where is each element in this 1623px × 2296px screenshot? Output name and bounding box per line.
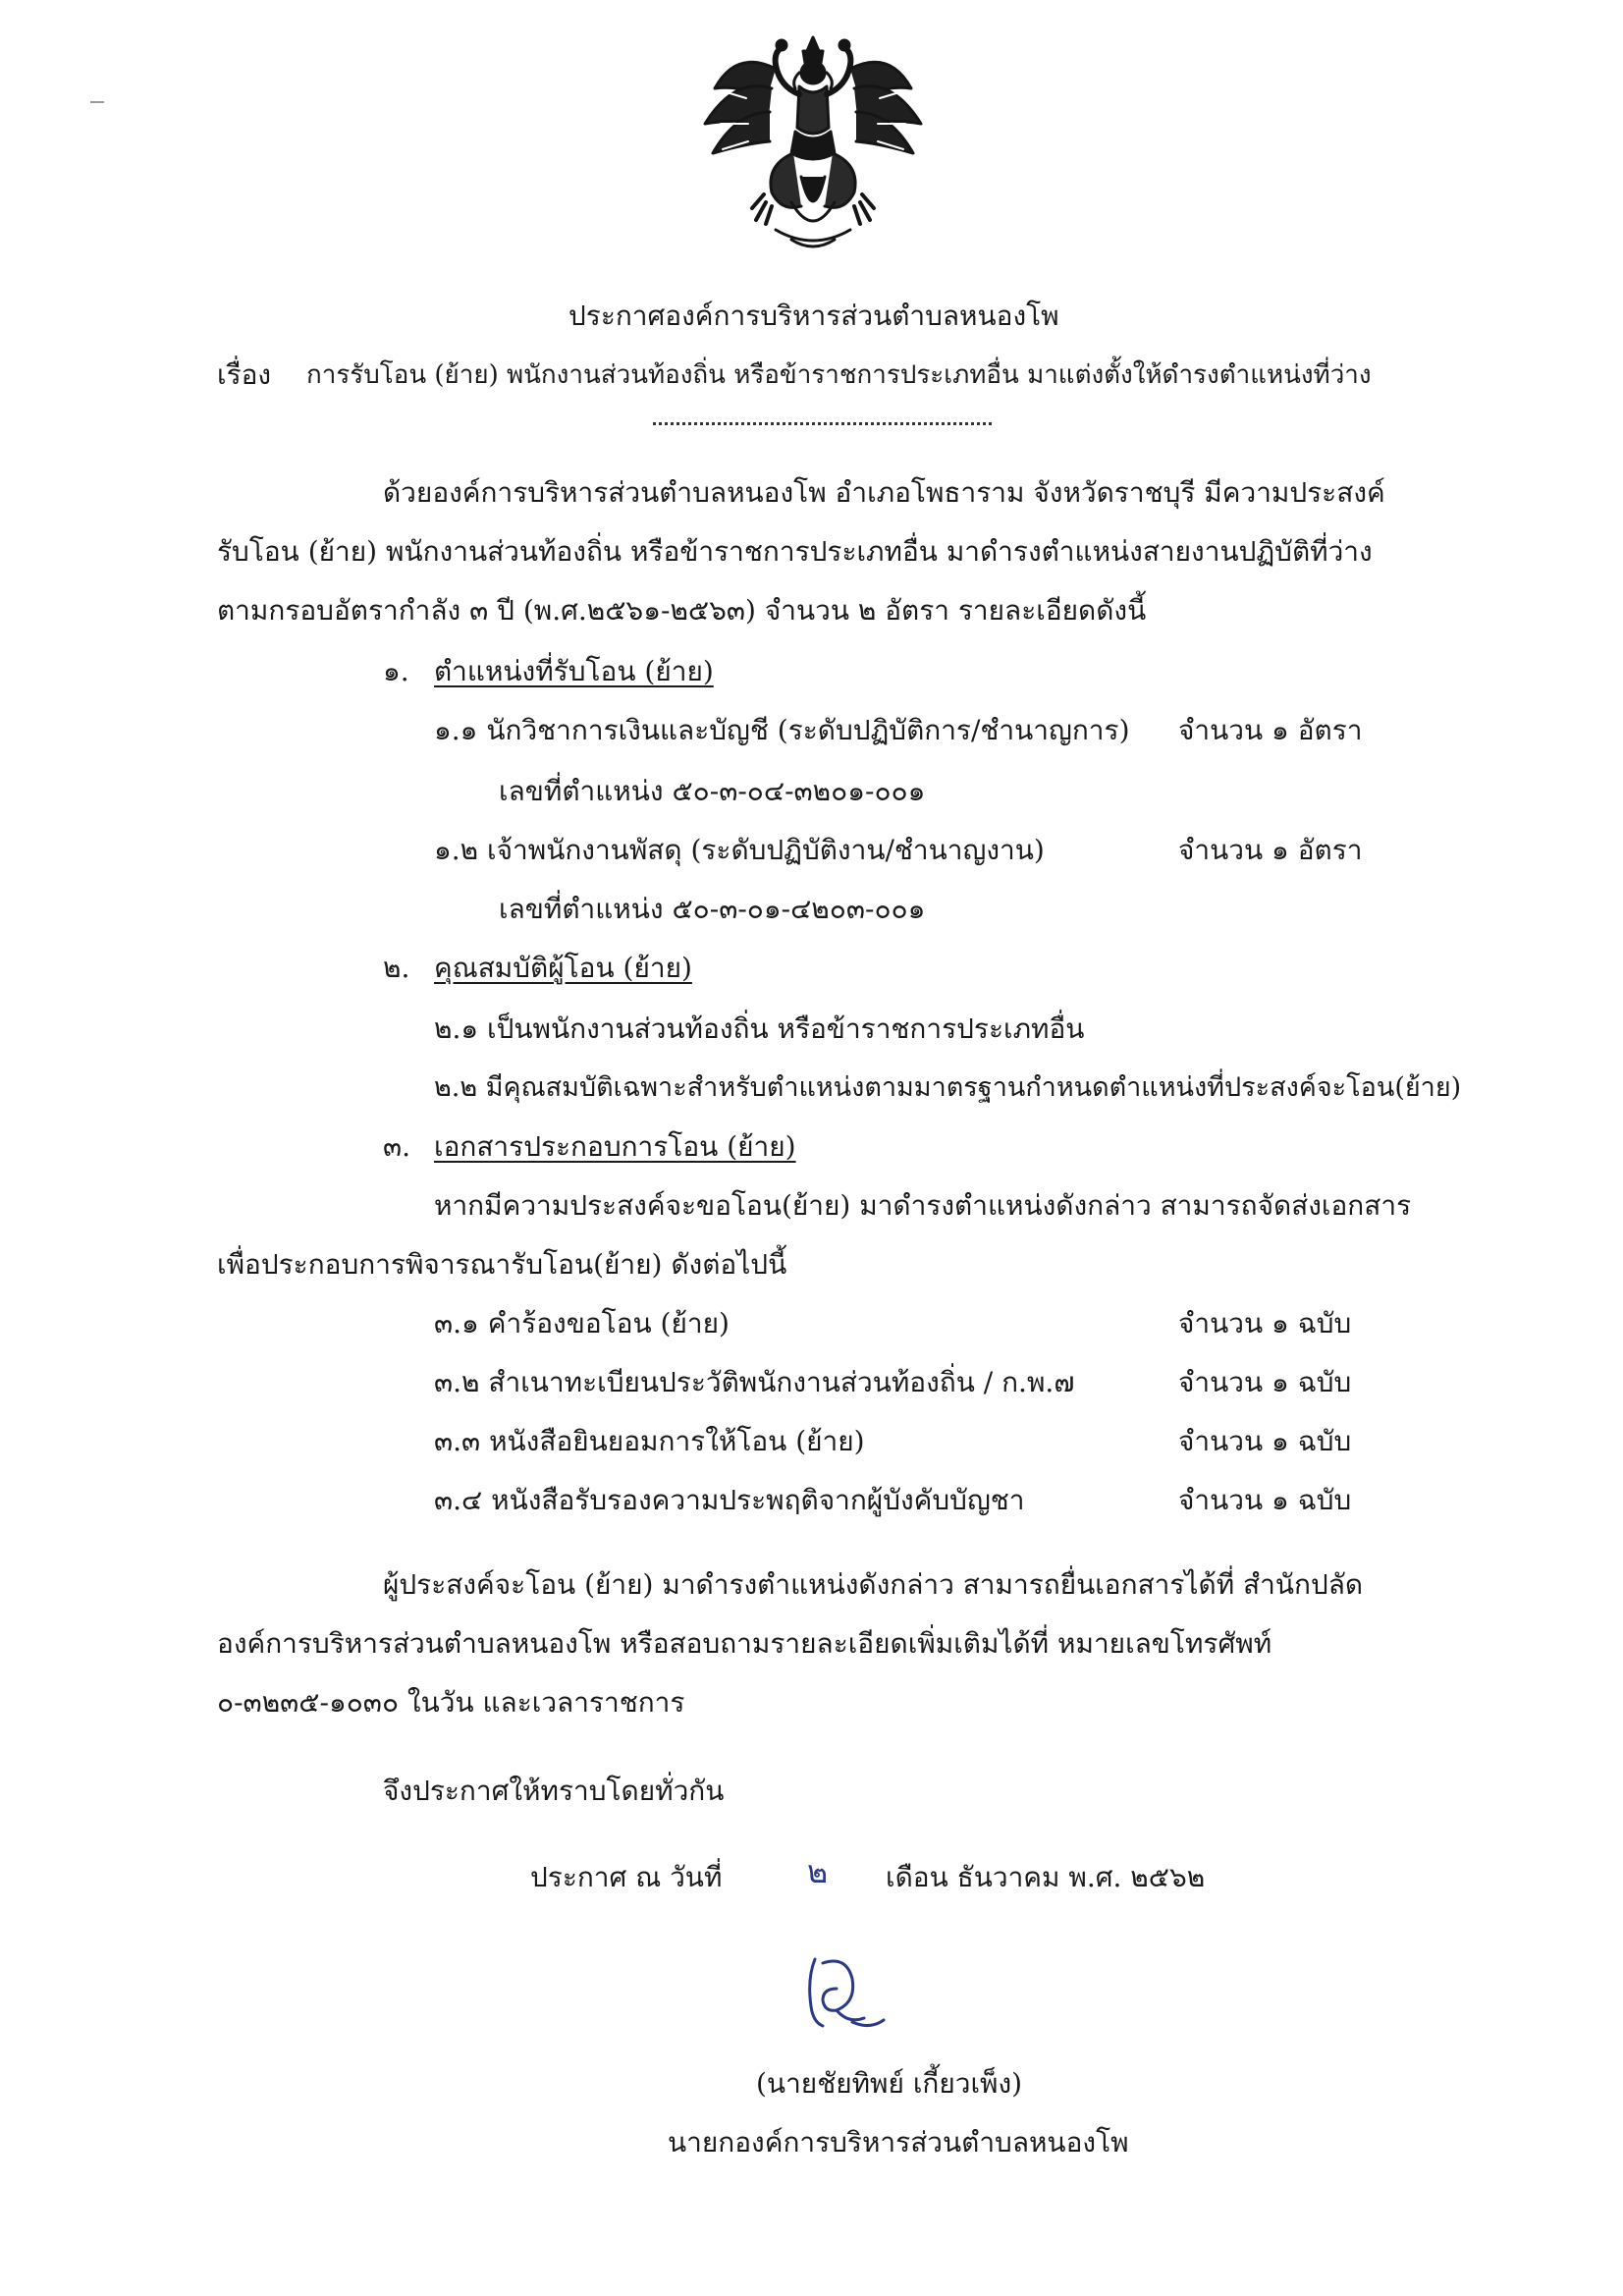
intro-line-1: ด้วยองค์การบริหารส่วนตำบลหนองโพ อำเภอโพธาราม จังหวัดราชบุรี มีความประสงค์ (383, 476, 1385, 509)
date-prefix: ประกาศ ณ วันที่ (530, 1861, 723, 1893)
position-2-title: ๑.๒ เจ้าพนักงานพัสดุ (ระดับปฏิบัติงาน/ชำนาญงาน) (434, 834, 1045, 866)
signer-name: (นายชัยทิพย์ เกี้ยวเพ็ง) (756, 2067, 1023, 2100)
closing-line-3: ๐-๓๒๓๕-๑๐๓๐ ในวัน และเวลาราชการ (217, 1686, 685, 1719)
document-item-1: ๓.๑ คำร้องขอโอน (ย้าย) (434, 1307, 730, 1339)
qualification-2: ๒.๒ มีคุณสมบัติเฉพาะสำหรับตำแหน่งตามมาตรฐานกำหนดตำแหน่งที่ประสงค์จะโอน(ย้าย) (434, 1072, 1462, 1103)
position-2-amount: จำนวน ๑ อัตรา (1178, 834, 1363, 866)
closing-line-1: ผู้ประสงค์จะโอน (ย้าย) มาดำรงตำแหน่งดังกล่าว สามารถยื่นเอกสารได้ที่ สำนักปลัด (383, 1568, 1364, 1601)
qualification-1: ๒.๑ เป็นพนักงานส่วนท้องถิ่น หรือข้าราชการประเภทอื่น (434, 1012, 1085, 1045)
document-item-2-amount: จำนวน ๑ ฉบับ (1178, 1366, 1352, 1398)
position-2-number: เลขที่ตำแหน่ง ๕๐-๓-๐๑-๔๒๐๓-๐๐๑ (499, 893, 926, 925)
scan-speck (90, 101, 104, 103)
document-item-4-amount: จำนวน ๑ ฉบับ (1178, 1484, 1352, 1516)
document-item-3-amount: จำนวน ๑ ฉบับ (1178, 1425, 1352, 1457)
subject-label: เรื่อง (217, 358, 272, 391)
section2-number: ๒. (383, 952, 410, 984)
document-item-2: ๓.๒ สำเนาทะเบียนประวัติพนักงานส่วนท้องถิ่น / ก.พ.๗ (434, 1366, 1075, 1398)
section3-heading: เอกสารประกอบการโอน (ย้าย) (434, 1130, 796, 1163)
section2-heading: คุณสมบัติผู้โอน (ย้าย) (434, 952, 692, 984)
date-rest: เดือน ธันวาคม พ.ศ. ๒๕๖๒ (886, 1861, 1206, 1893)
signer-position: นายกองค์การบริหารส่วนตำบลหนองโพ (668, 2126, 1129, 2159)
document-item-4: ๓.๔ หนังสือรับรองความประพฤติจากผู้บังคับบัญชา (434, 1484, 1025, 1516)
document-item-1-amount: จำนวน ๑ ฉบับ (1178, 1307, 1352, 1339)
section3-desc-2: เพื่อประกอบการพิจารณารับโอน(ย้าย) ดังต่อไปนี้ (217, 1248, 787, 1281)
section3-number: ๓. (383, 1130, 411, 1163)
subject-text: การรับโอน (ย้าย) พนักงานส่วนท้องถิ่น หรือข้าราชการประเภทอื่น มาแต่งตั้งให้ดำรงตำแหน่งที่ว่าง (306, 360, 1372, 390)
section1-heading: ตำแหน่งที่รับโอน (ย้าย) (434, 655, 714, 687)
section1-number: ๑. (383, 655, 409, 687)
document-item-3: ๓.๓ หนังสือยินยอมการให้โอน (ย้าย) (434, 1425, 865, 1457)
section3-desc-1: หากมีความประสงค์จะขอโอน(ย้าย) มาดำรงตำแหน่งดังกล่าว สามารถจัดส่งเอกสาร (434, 1189, 1412, 1222)
separator-dots (653, 422, 992, 425)
signature-icon (793, 1949, 888, 2036)
position-1-number: เลขที่ตำแหน่ง ๕๐-๓-๐๔-๓๒๐๑-๐๐๑ (499, 775, 926, 807)
garuda-emblem-icon (697, 29, 929, 257)
position-1-amount: จำนวน ๑ อัตรา (1178, 714, 1363, 746)
position-1-title: ๑.๑ นักวิชาการเงินและบัญชี (ระดับปฏิบัติการ/ชำนาญการ) (434, 714, 1130, 746)
intro-line-2: รับโอน (ย้าย) พนักงานส่วนท้องถิ่น หรือข้าราชการประเภทอื่น มาดำรงตำแหน่งสายงานปฏิบัติที่ว่าง (217, 535, 1373, 568)
document-title: ประกาศองค์การบริหารส่วนตำบลหนองโพ (568, 300, 1059, 332)
announce-text: จึงประกาศให้ทราบโดยทั่วกัน (383, 1775, 725, 1807)
closing-line-2: องค์การบริหารส่วนตำบลหนองโพ หรือสอบถามรายละเอียดเพิ่มเติมได้ที่ หมายเลขโทรศัพท์ (217, 1627, 1272, 1660)
intro-line-3: ตามกรอบอัตรากำลัง ๓ ปี (พ.ศ.๒๕๖๑-๒๕๖๓) จำนวน ๒ อัตรา รายละเอียดดังนี้ (217, 594, 1147, 627)
date-day: ๒ (807, 1853, 829, 1890)
